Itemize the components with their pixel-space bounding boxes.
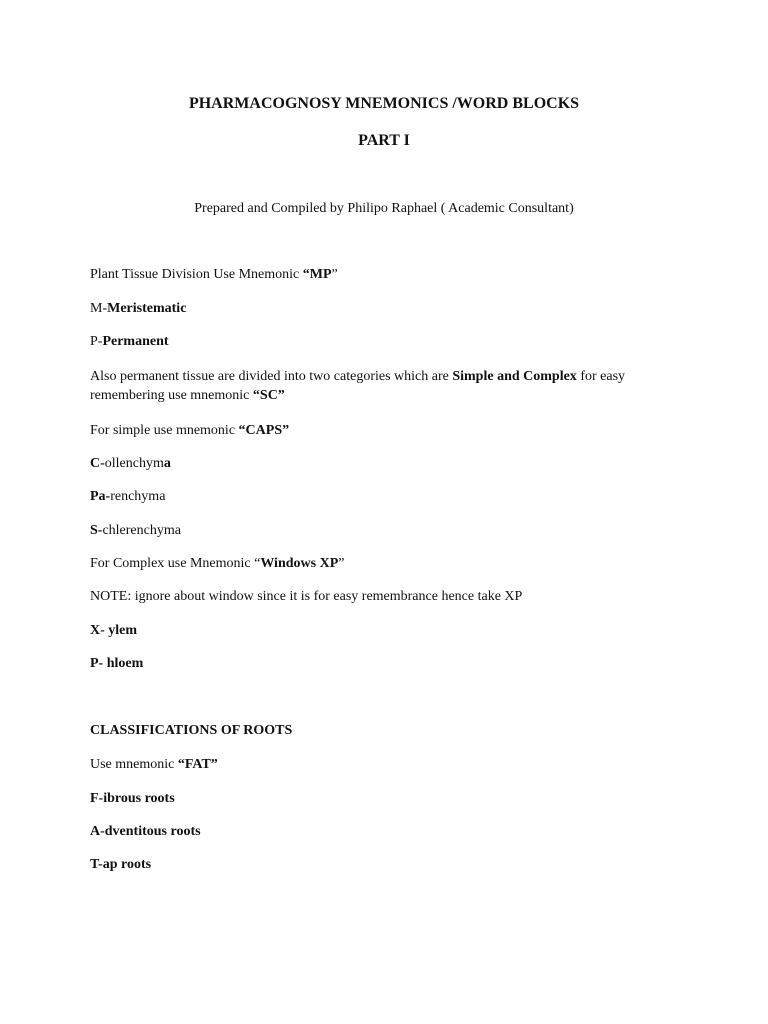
- tissue-intro-text: Plant Tissue Division Use Mnemonic: [90, 267, 303, 282]
- xylem-line: X- ylem: [90, 623, 138, 638]
- tap-roots-line: T-ap roots: [90, 857, 152, 872]
- collenchyma-end: a: [163, 456, 171, 471]
- permanent-mnemonic: “SC”: [252, 388, 285, 403]
- parenchyma-prefix: Pa-: [90, 489, 111, 504]
- meristematic-line: [90, 299, 186, 318]
- meristematic-prefix: M-: [90, 301, 108, 316]
- permanent-prefix: P-: [90, 334, 103, 349]
- schlerenchyma-prefix: S-: [90, 523, 103, 538]
- tissue-intro-mnemonic: “MP: [302, 267, 332, 282]
- simple-intro: [90, 421, 289, 440]
- roots-intro-text: Use mnemonic: [90, 757, 178, 772]
- schlerenchyma-rest: chlerenchyma: [102, 523, 181, 538]
- document-title: PHARMACOGNOSY MNEMONICS /WORD BLOCKS: [188, 95, 580, 112]
- tissue-intro: [90, 265, 338, 284]
- permanent-paragraph: [90, 367, 690, 405]
- collenchyma-line: [90, 454, 171, 473]
- permanent-word: Permanent: [102, 334, 169, 349]
- parenchyma-line: [90, 487, 165, 506]
- permanent-text-2: for easy remembering use mnemonic: [90, 369, 626, 403]
- complex-intro-mnemonic: Windows XP: [260, 556, 339, 571]
- complex-note: NOTE: ignore about window since it is for easy remembrance hence take XP: [90, 589, 523, 604]
- adventitous-roots-line: A-dventitous roots: [90, 824, 201, 839]
- collenchyma-rest: ollenchym: [104, 456, 164, 471]
- roots-intro: [90, 755, 218, 774]
- roots-intro-mnemonic: “FAT”: [177, 757, 218, 772]
- parenchyma-rest: renchyma: [110, 489, 166, 504]
- tissue-intro-close: ”: [331, 267, 338, 282]
- permanent-text-1: Also permanent tissue are divided into two categories which are: [90, 369, 453, 384]
- meristematic-word: Meristematic: [107, 301, 187, 316]
- roots-heading: CLASSIFICATIONS OF ROOTS: [90, 723, 293, 738]
- permanent-line: [90, 332, 169, 351]
- document-subtitle: PART I: [358, 132, 410, 149]
- permanent-bold: Simple and Complex: [452, 369, 577, 384]
- author-line: Prepared and Compiled by Philipo Raphael ( Academic Consultant): [194, 201, 574, 216]
- complex-intro-close: ”: [338, 556, 345, 571]
- complex-intro: [90, 554, 344, 573]
- complex-intro-text: For Complex use Mnemonic “: [90, 556, 261, 571]
- schlerenchyma-line: [90, 521, 181, 540]
- fibrous-roots-line: F-ibrous roots: [90, 791, 175, 806]
- simple-intro-text: For simple use mnemonic: [90, 423, 239, 438]
- phloem-line: P- hloem: [90, 656, 144, 671]
- collenchyma-prefix: C-: [90, 456, 105, 471]
- simple-intro-mnemonic: “CAPS”: [238, 423, 290, 438]
